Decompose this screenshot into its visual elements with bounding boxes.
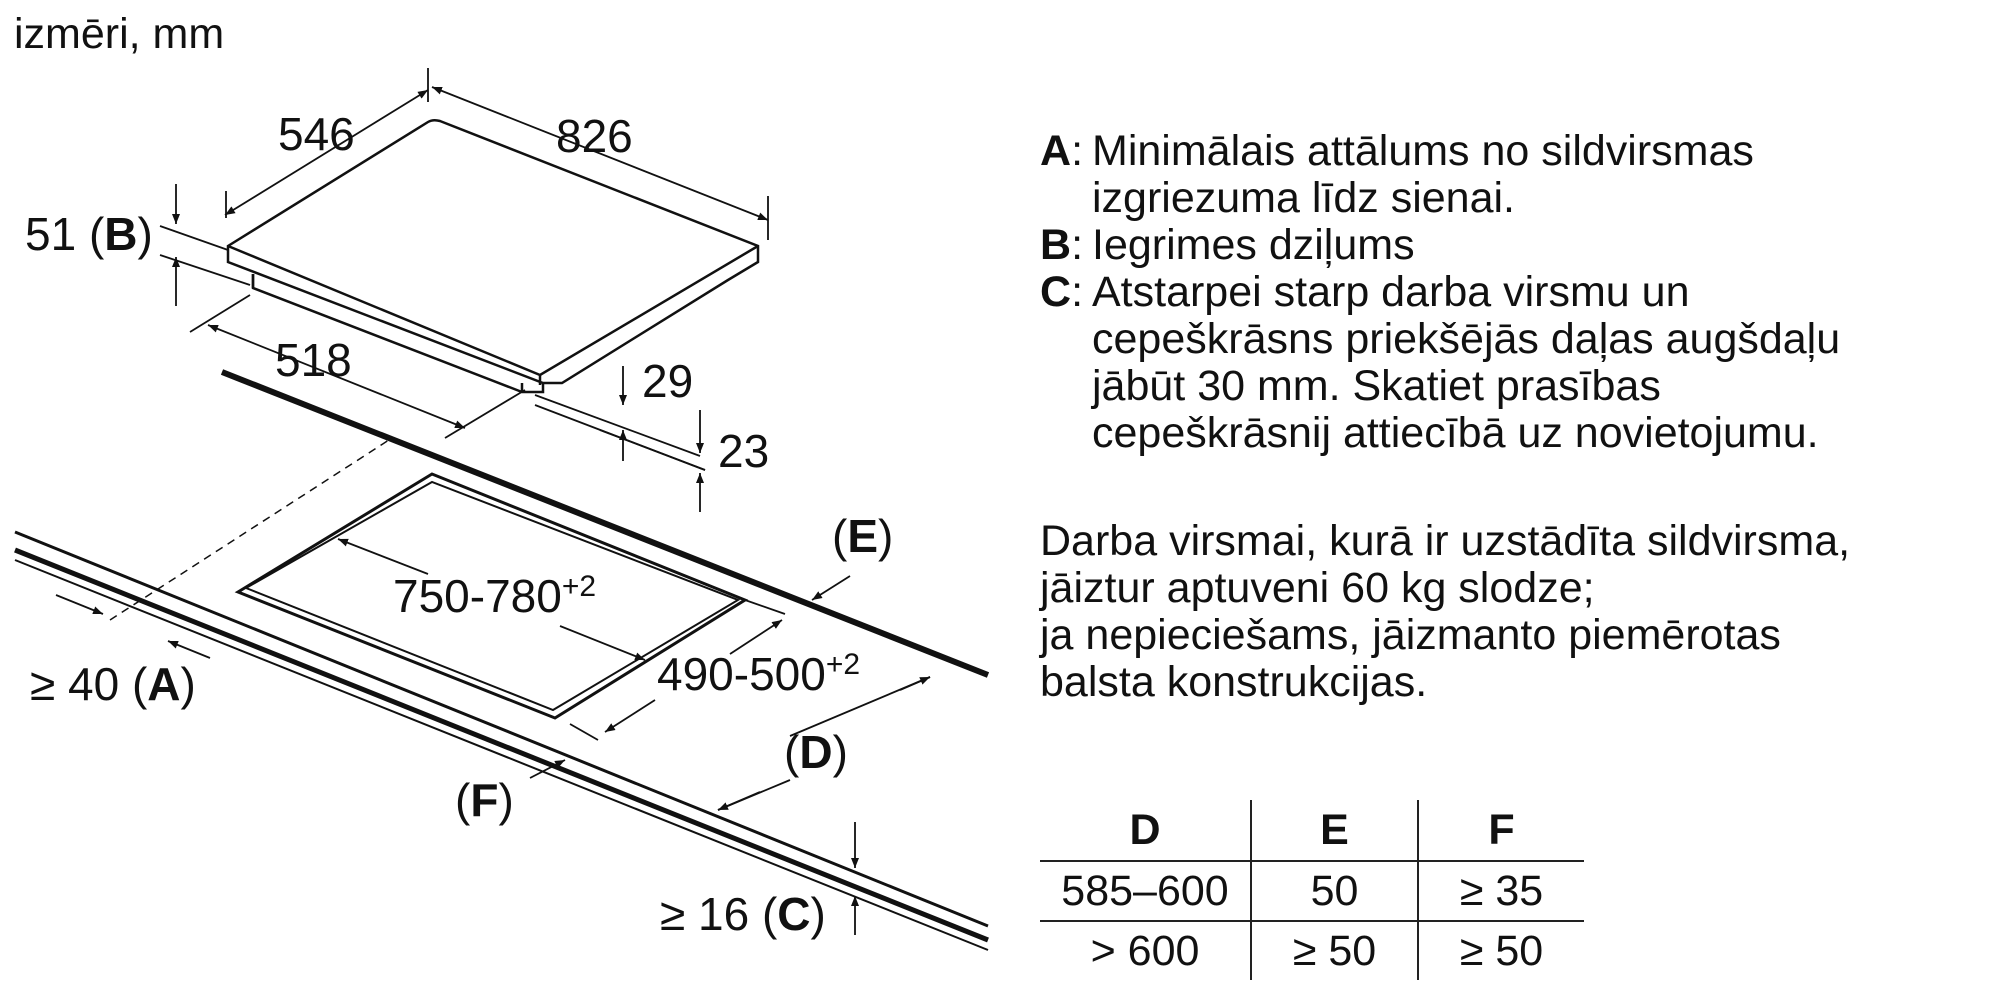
load-note: [1040, 518, 1850, 706]
b-close: ): [137, 208, 153, 260]
f-key: F: [470, 774, 499, 826]
legend-a-line-1: Minimālais attālums no sildvirsmas: [1092, 127, 1754, 175]
table-cell: ≥ 50: [1251, 921, 1418, 980]
table-row: [1040, 861, 1584, 921]
c-dimension-label: [660, 888, 826, 940]
table-cell: ≥ 50: [1459, 926, 1544, 975]
d-close: ): [832, 726, 848, 778]
depth-label: 546: [278, 108, 355, 160]
c-close: ): [810, 888, 826, 940]
f-close: ): [498, 774, 514, 826]
b-value: 51 (: [25, 208, 105, 260]
e-close: ): [878, 510, 894, 562]
note-line-3: ja nepieciešams, jāizmanto piemērotas: [1040, 611, 1781, 659]
table-header-d: D: [1040, 800, 1251, 861]
e-key: E: [847, 510, 879, 562]
cutout-depth-value: 490-500: [657, 648, 826, 700]
d-dimension-label: [784, 726, 848, 778]
cutout-width-tolerance: +2: [561, 570, 597, 603]
a-value: ≥ 40 (: [30, 658, 148, 710]
cutout-width-value: 750-780: [393, 570, 562, 622]
units-title: izmēri, mm: [14, 10, 225, 58]
b-dimension-label: [25, 208, 153, 260]
legend-b-line-1: Iegrimes dziļums: [1092, 221, 1415, 269]
table-header-f: F: [1418, 800, 1584, 861]
legend-a-line-2: izgriezuma līdz sienai.: [1092, 174, 1516, 222]
legend-item-b: B: Iegrimes dziļums: [1040, 221, 1415, 269]
legend-item-a: A: Minimālais attālums no sildvirsmas izgriezuma līdz sienai.: [1040, 127, 1754, 222]
b-key: B: [104, 208, 138, 260]
legend-c-line-4: cepeškrāsnij attiecībā uz novietojumu.: [1092, 409, 1819, 457]
legend-item-c: C: Atstarpei starp darba virsmu un cepeškrāsns priekšējās daļas augšdaļu jābūt 30 mm. Skatiet prasības cepeškrāsnij attiecībā uz novietojumu.: [1040, 268, 1841, 457]
a-close: ): [180, 658, 196, 710]
legend-key-a: A: [1040, 127, 1072, 175]
cutout-depth-label: [657, 648, 860, 700]
legend-key-b: B: [1040, 221, 1072, 269]
d23-label: 23: [718, 425, 770, 477]
table-cell: > 600: [1040, 921, 1251, 980]
table-header-e: E: [1251, 800, 1418, 861]
legend-c-line-1: Atstarpei starp darba virsmu un: [1092, 268, 1690, 316]
legend-c-line-2: cepeškrāsns priekšējās daļas augšdaļu: [1092, 315, 1841, 363]
width-label: 826: [556, 110, 633, 162]
table-header-row: [1040, 800, 1584, 861]
d-key: D: [799, 726, 833, 778]
legend: [1040, 128, 1980, 457]
a-dimension-label: [30, 658, 196, 710]
cutout-depth-tolerance: +2: [825, 648, 861, 681]
f-dimension-label: [455, 774, 514, 826]
c-key: C: [777, 888, 811, 940]
c-value: ≥ 16 (: [660, 888, 778, 940]
table-row: [1040, 921, 1584, 980]
f-open: (: [455, 774, 471, 826]
note-line-4: balsta konstrukcijas.: [1040, 658, 1428, 706]
cutout-width-label: [393, 570, 596, 622]
d-open: (: [784, 726, 800, 778]
d29-label: 29: [642, 355, 694, 407]
dimension-table: [1040, 800, 1584, 980]
table-cell: 50: [1251, 861, 1418, 921]
legend-key-c: C: [1040, 268, 1072, 316]
e-open: (: [832, 510, 848, 562]
table-cell: ≥ 35: [1418, 861, 1584, 921]
note-line-2: jāiztur aptuveni 60 kg slodze;: [1040, 564, 1595, 612]
note-line-1: Darba virsmai, kurā ir uzstādīta sildvirsma,: [1040, 517, 1851, 565]
table-cell: 585–600: [1040, 861, 1251, 921]
inner-width-label: 518: [275, 334, 352, 386]
legend-c-line-3: jābūt 30 mm. Skatiet prasības: [1092, 362, 1661, 410]
a-key: A: [147, 658, 181, 710]
e-dimension-label: [832, 510, 893, 562]
